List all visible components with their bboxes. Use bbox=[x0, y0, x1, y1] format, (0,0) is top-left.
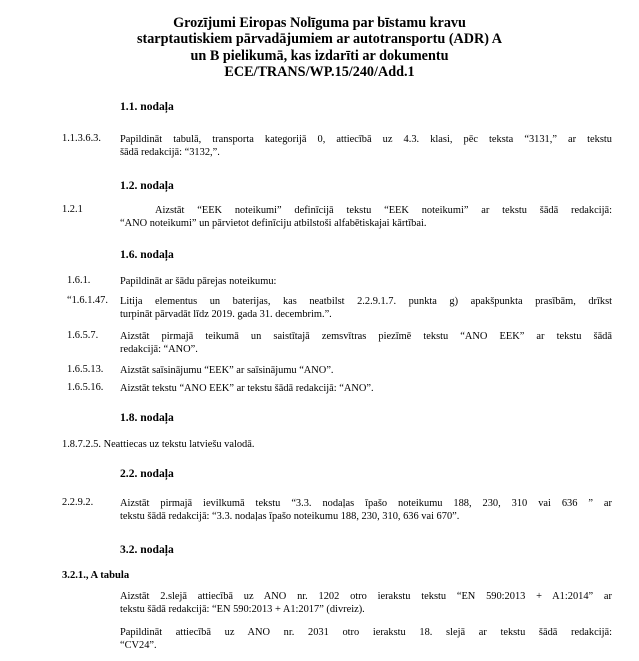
section-heading-2-2: 2.2. nodaļa bbox=[120, 467, 174, 480]
title-line: un B pielikumā, kas izdarīti ar dokumentu bbox=[190, 47, 449, 64]
paragraph-number: 1.2.1 bbox=[62, 204, 83, 215]
text-line: Aizstāt pirmajā ievilkumā tekstu “3.3. nodaļas īpašo noteikumu 188, 230, 310 vai 636 ” ar bbox=[120, 498, 612, 509]
text-line: 1.8.7.2.5. Neattiecas uz tekstu latviešu valodā. bbox=[62, 439, 255, 450]
title-line: Grozījumi Eiropas Nolīguma par bīstamu kravu bbox=[173, 15, 466, 31]
paragraph-text bbox=[120, 133, 612, 160]
text-line: Papildināt attiecībā uz ANO nr. 2031 otro ierakstu 18. slejā ar tekstu šādā redakcijā: bbox=[120, 627, 612, 638]
section-heading-3-2: 3.2. nodaļa bbox=[120, 543, 174, 556]
paragraph-text bbox=[120, 364, 612, 377]
text-line: Aizstāt tekstu “ANO EEK” ar tekstu šādā redakcijā: “ANO”. bbox=[120, 383, 374, 394]
document-title bbox=[0, 15, 639, 80]
paragraph-number: 2.2.9.2. bbox=[62, 497, 94, 508]
paragraph-number: 1.6.1. bbox=[67, 275, 91, 286]
text-line: Papildināt tabulā, transporta kategorijā 0, attiecībā uz 4.3. klasi, pēc teksta “3131,” ar tekstu bbox=[120, 134, 612, 145]
text-line: tekstu šādā redakcijā: “3.3. nodaļas īpašo noteikumu 188, 230, 310, 636 vai 670”. bbox=[120, 511, 460, 523]
text-line: Aizstāt saīsinājumu “EEK” ar saīsinājumu “ANO”. bbox=[120, 365, 334, 376]
text-line: “CV24”. bbox=[120, 640, 157, 652]
section-heading-1-8: 1.8. nodaļa bbox=[120, 411, 174, 424]
text-line: tekstu šādā redakcijā: “EN 590:2013 + A1:2017” (divreiz). bbox=[120, 604, 365, 616]
section-heading-1-1: 1.1. nodaļa bbox=[120, 100, 174, 113]
text-line: Aizstāt “EEK noteikumi” definīcijā tekstu “EEK noteikumi” ar tekstu šādā redakcijā: bbox=[155, 205, 612, 216]
paragraph-text bbox=[62, 438, 612, 451]
text-line: Aizstāt 2.slejā attiecībā uz ANO nr. 1202 otro ierakstu tekstu “EN 590:2013 + A1:2014” ar bbox=[120, 591, 612, 602]
paragraph-number: 1.1.3.6.3. bbox=[62, 133, 101, 144]
title-line: ECE/TRANS/WP.15/240/Add.1 bbox=[224, 63, 415, 80]
paragraph-text bbox=[120, 295, 612, 322]
paragraph-number: “1.6.1.47. bbox=[67, 295, 108, 306]
title-line: starptautiskiem pārvadājumiem ar autotransportu (ADR) A bbox=[136, 31, 503, 48]
section-heading-1-2: 1.2. nodaļa bbox=[120, 179, 174, 192]
paragraph-text bbox=[120, 204, 612, 231]
paragraph-text bbox=[120, 590, 612, 617]
text-line: redakcijā: “ANO”. bbox=[120, 344, 198, 356]
paragraph-text bbox=[120, 275, 612, 288]
paragraph-number: 1.6.5.7. bbox=[67, 330, 99, 341]
section-heading-1-6: 1.6. nodaļa bbox=[120, 248, 174, 261]
paragraph-text bbox=[120, 497, 612, 524]
text-line: Litija elementus un baterijas, kas neatbilst 2.2.9.1.7. punkta g) apakšpunkta prasībām, drīkst bbox=[120, 296, 612, 307]
paragraph-text bbox=[120, 330, 612, 357]
paragraph-number: 1.6.5.13. bbox=[67, 364, 104, 375]
paragraph-number: 1.6.5.16. bbox=[67, 382, 104, 393]
text-line: turpināt pārvadāt līdz 2019. gada 31. decembrim.”. bbox=[120, 309, 332, 321]
paragraph-text bbox=[120, 626, 612, 653]
subsection-heading: 3.2.1., A tabula bbox=[62, 570, 130, 581]
text-line: Aizstāt pirmajā teikumā un saistītajā zemsvītras piezīmē tekstu “ANO EEK” ar tekstu šādā bbox=[120, 331, 612, 342]
paragraph-text bbox=[120, 382, 612, 395]
text-line: Papildināt ar šādu pārejas noteikumu: bbox=[120, 276, 277, 287]
text-line: “ANO noteikumi” un pārvietot definīciju atbilstoši alfabētiskajai kārtībai. bbox=[120, 218, 427, 230]
text-line: šādā redakcijā: “3132,”. bbox=[120, 147, 220, 159]
